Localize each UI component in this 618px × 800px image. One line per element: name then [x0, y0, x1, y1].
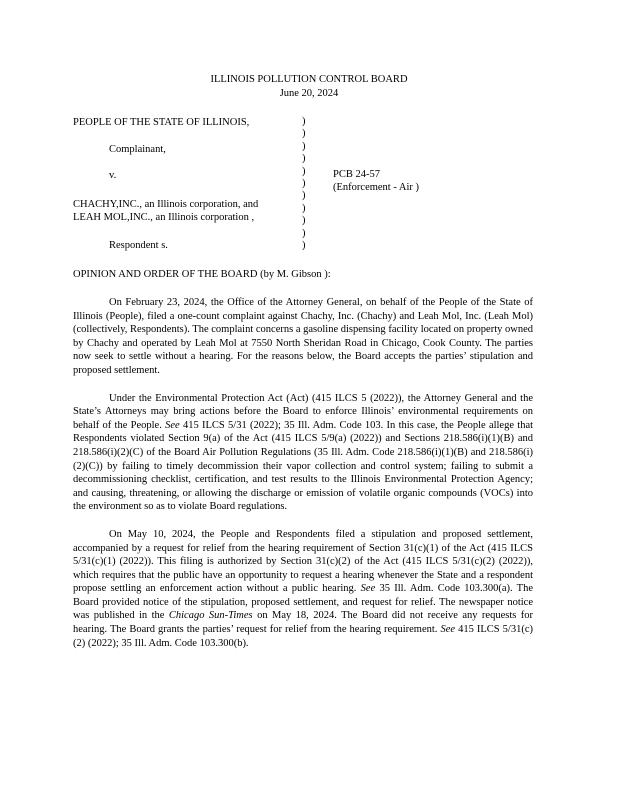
opinion-title: OPINION AND ORDER OF THE BOARD (by M. Gibson ): — [73, 269, 331, 280]
caption-paren: ) — [302, 227, 306, 239]
paragraph-3-text-c: on May 18, 2024. The Board did not receive any requests for hearing. The Board grants the parties’ request for relief from the hearing requirement. — [73, 610, 534, 636]
paragraph-2-text-a: Under the Environmental Protection Act (Act) (415 ILCS 5 (2022)), the Attorney General and the State’s Attorneys may bring actions before the Board to enforce Illinois’ environmental requirements on behalf of the People. — [73, 392, 533, 431]
paragraph-3-text-b: 35 Ill. Adm. Code 103.300(a). The Board provided notice of the stipulation, proposed settlement, and request for relief. The newspaper notice was published in the — [73, 583, 534, 622]
case-identifier — [333, 168, 419, 194]
opinion-body — [73, 296, 533, 664]
caption-paren: ) — [302, 128, 306, 140]
caption-paren: ) — [302, 190, 306, 202]
citation-signal: See — [165, 419, 180, 431]
caption-paren: ) — [302, 177, 306, 189]
paragraph-1 — [73, 296, 533, 378]
caption-paren: ) — [302, 202, 306, 214]
caption-paren: ) — [302, 165, 306, 177]
paragraph-2 — [73, 392, 533, 514]
caption-paren: ) — [302, 116, 306, 127]
caption-paren: ) — [302, 140, 306, 152]
complainant-label: Complainant, — [109, 144, 166, 155]
case-type: (Enforcement - Air ) — [333, 182, 420, 193]
respondent-2: LEAH MOL,INC., an Illinois corporation , — [73, 212, 255, 223]
caption-paren: ) — [302, 239, 306, 251]
case-number: PCB 24-57 — [333, 169, 380, 180]
caption-paren: ) — [302, 153, 306, 165]
paragraph-3 — [73, 528, 533, 650]
versus-label: v. — [109, 170, 117, 181]
paragraph-3-text-a: On May 10, 2024, the People and Respondents filed a stipulation and proposed settlement, accompanied by a request for relief from the hearing requirement of Section 31(c)(1) of the Act (415 ILCS 5/31(c)(1) (2022)). This filing is authorized by Section 31(c)(2) of the Act (415 ILCS 5/31(c)(2) (2022)), which requires that the public have an opportunity to request a hearing whenever the State and a respondent propose settling an enforcement action without a public hearing. — [73, 528, 533, 595]
document-header — [0, 73, 618, 101]
citation-signal: See — [360, 583, 376, 595]
caption-paren: ) — [302, 215, 306, 227]
respondents-label: Respondent s. — [109, 240, 168, 251]
newspaper-name: Chicago Sun-Times — [168, 610, 253, 622]
complainant-name: PEOPLE OF THE STATE OF ILLINOIS, — [73, 117, 250, 128]
citation-signal: See — [440, 624, 456, 636]
respondent-1: CHACHY,INC., an Illinois corporation, and — [73, 199, 259, 210]
case-caption — [73, 116, 543, 256]
decision-date: June 20, 2024 — [279, 88, 339, 99]
board-name: ILLINOIS POLLUTION CONTROL BOARD — [210, 74, 408, 85]
paragraph-2-text-b: 415 ILCS 5/31 (2022); 35 Ill. Adm. Code 103. In this case, the People allege that Respondents violated Section 9(a) of the Act (415 ILCS 5/9(a) (2022)) and Sections 218.586(i)(1)(B) and 218.586(i)(2)(C) of the Board Air Pollution Regulations (35 Ill. Adm. Code 218.586(i)(1)(B) and 218.586(i)(2)(C)) by failing to timely decommission their vapor collection and control system; failing to submit a decommissioning checklist, certification, and test results to the Illinois Environmental Protection Agency; and causing, threatening, or allowing the discharge or emission of volatile organic compounds (VOCs) into the environment so as to violate Board regulations. — [73, 419, 534, 513]
paragraph-1-text: On February 23, 2024, the Office of the Attorney General, on behalf of the People of the State of Illinois (People), filed a one-count complaint against Chachy, Inc. (Chachy) and Leah Mol, Inc. (Leah Mol) (collectively, Respondents). The complaint concerns a gasoline dispensing facility located on property owned by Chachy and operated by Leah Mol at 7550 North Sheridan Road in Chicago, Cook County. The parties now seek to settle without a hearing. For the reasons below, the Board accepts the parties’ stipulation and proposed settlement. — [73, 297, 533, 376]
paragraph-3-text-d: 415 ILCS 5/31(c)(2) (2022); 35 Ill. Adm. Code 103.300(b). — [73, 624, 534, 649]
caption-parentheses — [302, 116, 310, 252]
